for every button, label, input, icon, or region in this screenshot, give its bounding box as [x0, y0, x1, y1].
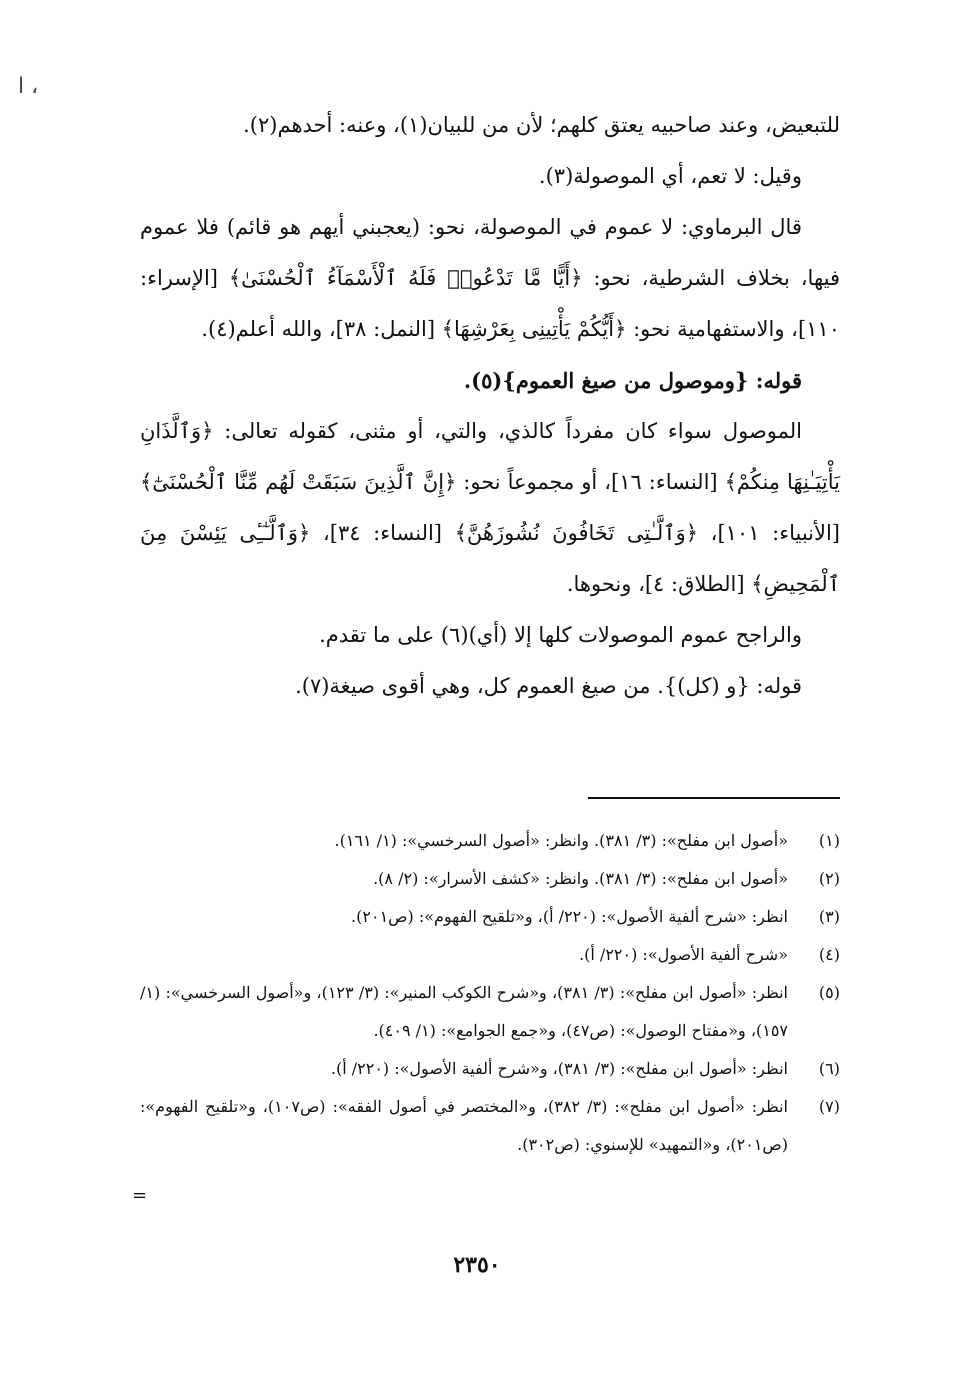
paragraph: وقيل: لا تعم، أي الموصولة(٣).	[538, 164, 802, 188]
footnote-number: (٦)	[818, 1059, 840, 1078]
footnote	[140, 974, 840, 1050]
paragraph: الموصول سواء كان مفرداً كالذي، والتي، أو مثنى، كقوله تعالى: ﴿وَٱلَّذَانِ يَأْتِيَـٰنِهَا مِنكُمْ﴾ [النساء: ١٦]، أو مجموعاً نحو: ﴿إِنَّ ٱلَّذِينَ سَبَقَتْ لَهُم مِّنَّا ٱلْحُسْنَىٰٓ﴾ [الأنبياء: ١٠١]، ﴿وَٱلَّـٰتِى تَخَافُونَ نُشُوزَهُنَّ﴾ [النساء: ٣٤]، ﴿وَٱلَّـٰٓـِٔى يَئِسْنَ مِنَ ٱلْمَحِيضِ﴾ [الطلاق: ٤]، ونحوها.	[140, 419, 840, 596]
footnote-number: (١)	[818, 831, 840, 850]
footnote-text: «أصول ابن مفلح»: (٣/ ٣٨١). وانظر: «أصول السرخسي»: (١/ ١٦١).	[334, 831, 788, 850]
footnote-separator	[588, 797, 840, 799]
footnote	[140, 822, 840, 860]
paragraph-heading: قوله: {وموصول من صيغ العموم}(٥).	[463, 368, 802, 393]
footnotes	[140, 822, 840, 1164]
footnote-number: (٤)	[818, 945, 840, 964]
footnote	[140, 1088, 840, 1164]
page-number: ٢٣٥٠	[453, 1252, 501, 1278]
paragraph: للتبعيض، وعند صاحبيه يعتق كلهم؛ لأن من للبيان(١)، وعنه: أحدهم(٢).	[243, 113, 840, 137]
continuation-mark: =	[132, 1185, 148, 1206]
footnote-number: (٥)	[818, 983, 840, 1002]
main-text	[140, 100, 840, 712]
footnote	[140, 860, 840, 898]
footnote-text: انظر: «أصول ابن مفلح»: (٣/ ٣٨٢)، و«المختصر في أصول الفقه»: (ص١٠٧)، و«تلقيح الفهوم»: (ص٢٠١)، و«التمهيد» للإسنوي: (ص٣٠٢).	[140, 1097, 788, 1154]
paragraph: والراجح عموم الموصولات كلها إلا (أي)(٦) على ما تقدم.	[319, 623, 802, 647]
footnote-text: «أصول ابن مفلح»: (٣/ ٣٨١). وانظر: «كشف الأسرار»: (٢/ ٨).	[373, 869, 788, 888]
footnote-number: (٣)	[818, 907, 840, 926]
footnote-number: (٢)	[818, 869, 840, 888]
margin-mark: ا ،	[18, 74, 39, 99]
footnote	[140, 936, 840, 974]
paragraph: قال البرماوي: لا عموم في الموصولة، نحو: (يعجبني أيهم هو قائم) فلا عموم فيها، بخلاف الشرطية، نحو: ﴿أَيًّا مَّا تَدْعُوا۟ فَلَهُ ٱلْأَسْمَآءُ ٱلْحُسْنَىٰ﴾ [الإسراء: ١١٠]، والاستفهامية نحو: ﴿أَيُّكُمْ يَأْتِينِى بِعَرْشِهَا﴾ [النمل: ٣٨]، والله أعلم(٤).	[140, 215, 840, 341]
footnote-text: انظر: «شرح ألفية الأصول»: (٢٢٠/ أ)، و«تلقيح الفهوم»: (ص٢٠١).	[351, 907, 788, 926]
footnote-text: انظر: «أصول ابن مفلح»: (٣/ ٣٨١)، و«شرح الكوكب المنير»: (٣/ ١٢٣)، و«أصول السرخسي»: (١/ ١٥٧)، و«مفتاح الوصول»: (ص٤٧)، و«جمع الجوامع»: (١/ ٤٠٩).	[140, 983, 788, 1040]
footnote-number: (٧)	[818, 1097, 840, 1116]
footnote	[140, 898, 840, 936]
footnote-text: انظر: «أصول ابن مفلح»: (٣/ ٣٨١)، و«شرح ألفية الأصول»: (٢٢٠/ أ).	[330, 1059, 788, 1078]
paragraph: قوله: {و (كل)}. من صيغ العموم كل، وهي أقوى صيغة(٧).	[295, 674, 802, 698]
footnote-text: «شرح ألفية الأصول»: (٢٢٠/ أ).	[579, 945, 788, 964]
footnote	[140, 1050, 840, 1088]
